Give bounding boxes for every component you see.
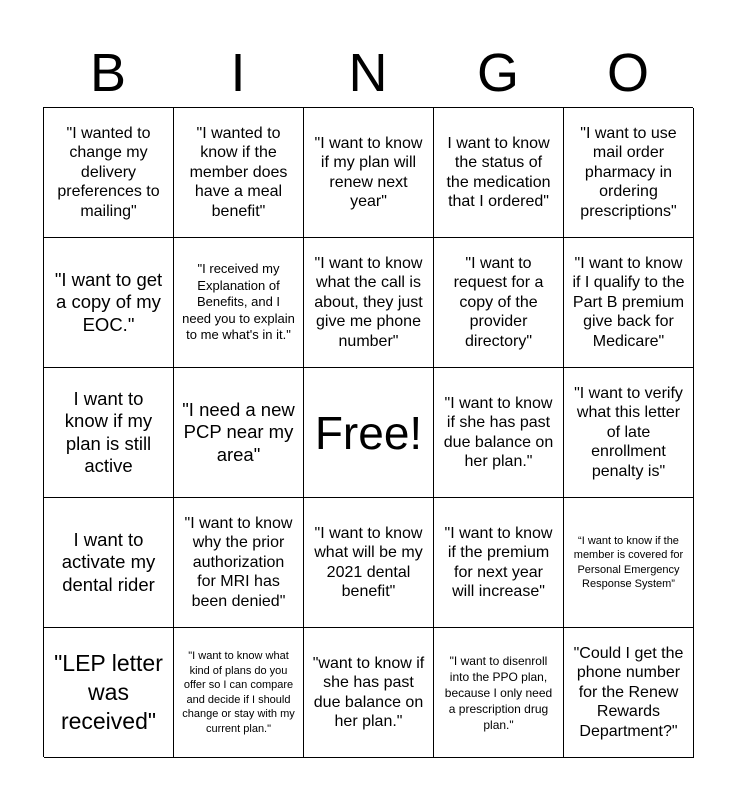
bingo-cell[interactable] — [174, 108, 304, 238]
bingo-cell[interactable] — [434, 368, 564, 498]
bingo-cell[interactable] — [304, 498, 434, 628]
bingo-cell[interactable] — [304, 108, 434, 238]
cell-text: "I want to use mail order pharmacy in ordering prescriptions" — [580, 124, 677, 220]
cell-text: "I want to know if I qualify to the Part B premium give back for Medicare" — [572, 254, 685, 350]
cell-text: "Could I get the phone number for the Renew Rewards Department?" — [573, 644, 684, 740]
bingo-header — [43, 40, 693, 106]
bingo-card — [43, 107, 693, 757]
bingo-cell[interactable] — [174, 628, 304, 758]
bingo-cell[interactable] — [564, 238, 694, 368]
cell-text: "I want to request for a copy of the provider directory" — [453, 254, 544, 350]
bingo-cell[interactable] — [564, 498, 694, 628]
cell-text: "I want to verify what this letter of late enrollment penalty is" — [574, 384, 683, 480]
bingo-cell[interactable] — [44, 628, 174, 758]
cell-text: "I need a new PCP near my area" — [182, 398, 295, 465]
bingo-cell[interactable] — [174, 498, 304, 628]
bingo-cell[interactable] — [174, 368, 304, 498]
free-space[interactable] — [304, 368, 434, 498]
cell-text: I want to know the status of the medication that I ordered" — [446, 134, 551, 210]
bingo-cell[interactable] — [304, 238, 434, 368]
bingo-cell[interactable] — [434, 108, 564, 238]
bingo-cell[interactable] — [44, 368, 174, 498]
header-letter-b: B — [89, 43, 127, 103]
cell-text: "I want to know what will be my 2021 dental benefit" — [314, 524, 423, 600]
cell-text: "I want to know what the call is about, they just give me phone number" — [314, 254, 423, 350]
free-space-label: Free! — [314, 406, 423, 459]
cell-text: “I want to know if the member is covered for Personal Emergency Response System” — [573, 534, 684, 590]
bingo-cell[interactable] — [564, 108, 694, 238]
header-letter-g: G — [476, 43, 519, 103]
cell-text: "I wanted to change my delivery preferences to mailing" — [57, 124, 160, 220]
header-letter-n: N — [348, 43, 388, 103]
cell-text: I want to activate my dental rider — [61, 528, 156, 595]
cell-text: "I want to disenroll into the PPO plan, because I only need a prescription drug plan." — [444, 653, 553, 732]
cell-text: "I received my Explanation of Benefits, and I need you to explain to me what's in it." — [182, 261, 295, 343]
bingo-cell[interactable] — [564, 628, 694, 758]
bingo-cell[interactable] — [304, 628, 434, 758]
header-letter-o: O — [606, 43, 649, 103]
bingo-cell[interactable] — [44, 498, 174, 628]
header-letter-i: I — [230, 43, 246, 103]
cell-text: "I wanted to know if the member does have a meal benefit" — [189, 124, 288, 220]
bingo-cell[interactable] — [174, 238, 304, 368]
bingo-cell[interactable] — [44, 108, 174, 238]
cell-text: "want to know if she has past due balance on her plan." — [312, 654, 425, 730]
bingo-cell[interactable] — [434, 498, 564, 628]
cell-text: "I want to know if the premium for next year will increase" — [444, 524, 553, 600]
cell-text: "LEP letter was received" — [54, 650, 163, 734]
bingo-cell[interactable] — [564, 368, 694, 498]
bingo-cell[interactable] — [434, 628, 564, 758]
cell-text: "I want to know if she has past due balance on her plan." — [443, 394, 554, 470]
bingo-cell[interactable] — [434, 238, 564, 368]
bingo-cell[interactable] — [44, 238, 174, 368]
cell-text: "I want to know if my plan will renew next year" — [314, 134, 423, 210]
cell-text: "I want to know what kind of plans do you offer so I can compare and decide if I should change or stay with my current plan." — [182, 650, 295, 735]
cell-text: "I want to know why the prior authorization for MRI has been denied" — [184, 514, 293, 610]
cell-text: I want to know if my plan is still active — [64, 387, 153, 476]
cell-text: "I want to get a copy of my EOC." — [54, 268, 163, 335]
